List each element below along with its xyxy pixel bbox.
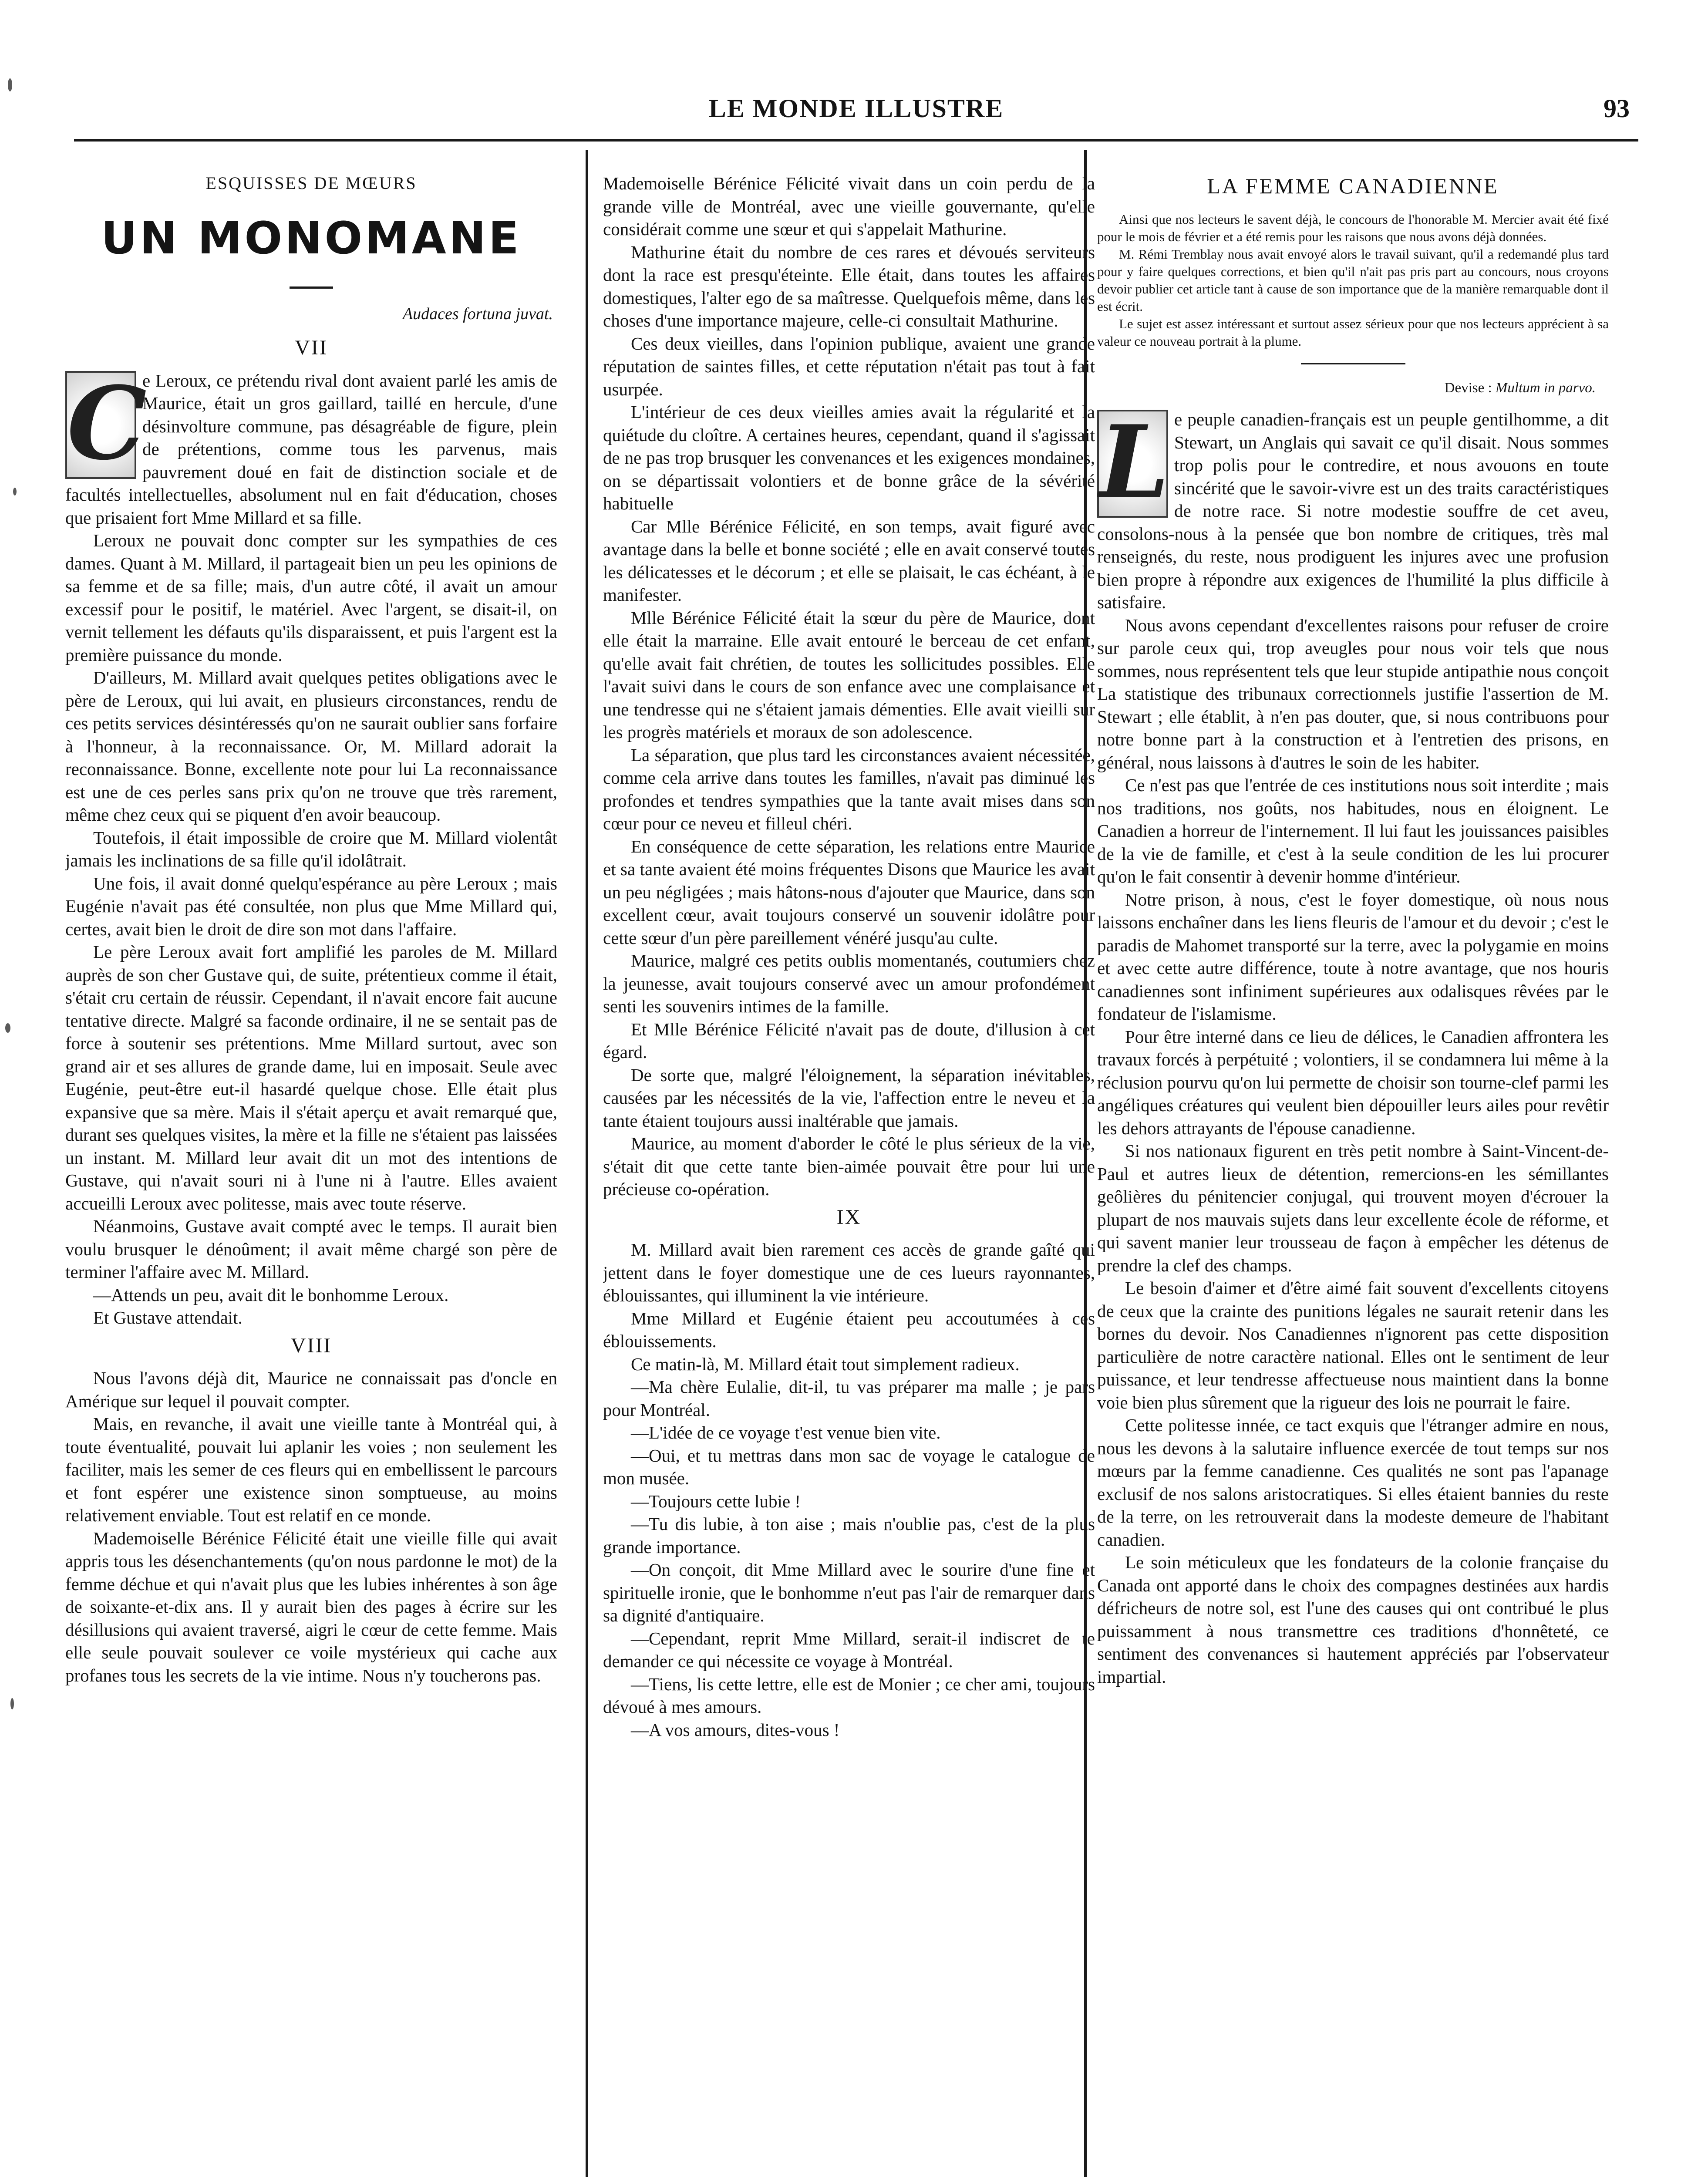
paragraph: La séparation, que plus tard les circonstances avaient nécessitée, comme cela arrive dans toutes les familles, n'avait pas diminué les profondes et tendres sympathies que la tante avait mises dans son cœur pour ce neveu et filleul chéri. [603,745,1095,833]
masthead [74,94,1638,142]
title-rule [290,286,333,289]
note-paragraph: M. Rémi Tremblay nous avait envoyé alors le travail suivant, qu'il a redemandé plus tard pour y faire quelques corrections, et bien qu'il n'ait pas pris part au concours, nous croyons devoir publier cet article tant à cause de son importance que de la manière remarquable dont il est écrit. [1097,246,1609,314]
chapter-viii-continued [603,172,1095,1201]
paragraph: Nous avons cependant d'excellentes raisons pour refuser de croire sur parole ceux qui, trop aveugles pour nous voir tels que nous sommes, nous représentent tels que leur stupide antipathie nous conçoit La statistique des tribunaux correctionnels justifie l'assertion de M. Stewart ; elle établit, à n'en pas douter, que, si nous contribuons pour notre bonne part à la construction et à l'entretien des prisons, en général, nous laissons à d'autres le soin de les habiter. [1097,615,1609,772]
scan-speck [8,78,12,91]
column-divider [586,150,588,2177]
scan-speck [10,1698,14,1709]
paragraph: —Oui, et tu mettras dans mon sac de voyage le catalogue de mon musée. [603,1445,1095,1488]
paragraph: Toutefois, il était impossible de croire que M. Millard violentât jamais les inclinations de sa fille qu'il idolâtrait. [65,827,557,870]
scan-speck [5,1023,10,1033]
chapter-heading-vii: VII [295,336,328,359]
paragraph: Maurice, malgré ces petits oublis momentanés, coutumiers chez la jeunesse, avait toujours conservé avec un amour profondément senti les souvenirs intimes de la famille. [603,950,1095,1016]
note-paragraph: Le sujet est assez intéressant et surtout assez sérieux pour que nos lecteurs apprécient à sa valeur ce nouveau portrait à la plume. [1097,316,1609,349]
article-title: LA FEMME CANADIENNE [1207,174,1499,198]
paragraph: Et Mlle Bérénice Félicité n'avait pas de doute, d'illusion à cet égard. [603,1019,1095,1062]
separator-rule [1301,363,1405,364]
paragraph: Si nos nationaux figurent en très petit nombre à Saint-Vincent-de-Paul et autres lieux de détention, remercions-en les sémillantes geôlières du pénitencier conjugal, qui trouvent moyen d'écrouer la plupart de nos mauvais sujets dans leur excellente école de réforme, et qui savent manier leur trousseau de façon à empêcher les détenus de prendre la clef des champs. [1097,1141,1609,1275]
chapter-ix-body [603,1238,1095,1741]
paragraph: —A vos amours, dites-vous ! [631,1719,840,1740]
chapter-heading-viii: VIII [290,1334,332,1357]
paragraph: —On conçoit, dit Mme Millard avec le sourire d'une fine et spirituelle ironie, que le bonhomme n'eut pas l'air de remarquer dans sa dignité d'antiquaire. [603,1560,1095,1625]
paragraph: M. Millard avait bien rarement ces accès de grande gaîté qui jettent dans le foyer domestique une de ces lueurs rayonnantes, éblouissantes, qui illuminent la vie intérieure. [603,1240,1095,1305]
paragraph: Notre prison, à nous, c'est le foyer domestique, où nous nous laissons enchaîner dans les liens fleuris de l'amour et du devoir ; c'est le paradis de Mahomet transporté sur la terre, avec la polygamie en moins et avec cette autre différence, toute à notre avantage, que nos houris canadiennes sont infiniment supérieures aux odalisques rêvées par le fondateur de l'islamisme. [1097,889,1609,1024]
paragraph: Le père Leroux avait fort amplifié les paroles de M. Millard auprès de son cher Gustave qui, de suite, prétentieux comme il était, s'était cru certain de réussir. Cependant, il n'avait encore fait aucune tentative directe. Malgré sa faconde ordinaire, il ne se sentait pas de force à soutenir ses prétentions. Mme Millard surtout, avec son grand air et ses allures de grande dame, lui en imposait. Seule avec Eugénie, peut-être eut-il hasardé quelque chose. Elle était plus expansive que sa mère. Mais il s'était aperçu et avait remarqué que, durant ses quelques visites, la mère et la fille ne s'étaient pas laissées un instant. M. Millard leur avait dit un mot des intentions de Gustave, qui n'avait souri ni à l'une ni à l'autre. Elles avaient accueilli Leroux avec politesse, mais avec toute réserve. [65,942,557,1213]
paragraph: Ce matin-là, M. Millard était tout simplement radieux. [631,1354,1020,1374]
paragraph: Néanmoins, Gustave avait compté avec le temps. Il aurait bien voulu brusquer le dénoûment; il avait même chargé son père de terminer l'affaire avec M. Millard. [65,1216,557,1282]
paragraph: —L'idée de ce voyage t'est venue bien vite. [631,1422,941,1442]
ornamental-dropcap: L [1097,410,1168,518]
paragraph: D'ailleurs, M. Millard avait quelques petites obligations avec le père de Leroux, qui lui avait, en plusieurs circonstances, rendu de ces petits services désintéressés qu'on ne saurait oublier sans forfaire à l'honneur, à la reconnaissance. Or, M. Millard adorait la reconnaissance. Bonne, excellente note pour lui La reconnaissance est une de ces perles sans prix qu'on ne trouve que très rarement, même chez ceux qui se piquent d'en avoir beaucoup. [65,667,557,825]
paragraph: L'intérieur de ces deux vieilles amies avait la régularité et la quiétude du cloître. A certaines heures, cependant, quand il s'agissait de ne pas trop brusquer les convenances et les exigences mondaines, on se départissait volontiers et de bonne grâce de la sévérité habituelle [603,402,1095,513]
paragraph: Maurice, au moment d'aborder le côté le plus sérieux de la vie, s'était dit que cette tante bien-aimée pouvait être pour lui une précieuse co-opération. [603,1133,1095,1199]
paragraph: Mlle Bérénice Félicité était la sœur du père de Maurice, dont elle était la marraine. Elle avait entouré le berceau de cet enfant, qu'elle avait fait chrétien, de toutes les sollicitudes possibles. Elle l'avait suivi dans le cours de son enfance avec une complaisance et une tendresse qui ne s'étaient jamais démenties. Elle avait vieilli sur les progrès matériels et moraux de son adolescence. [603,607,1095,742]
paragraph: Mademoiselle Bérénice Félicité était une vieille fille qui avait appris tous les désenchantements (qu'on nous pardonne le mot) de la femme déchue et qui n'avait plus que les lubies inhérentes à son âge de soixante-et-dix ans. Il y aurait bien des pages à écrire sur les désillusions qui avaient traversé, aigri le cœur de cette femme. Mais elle seule pouvait soulever ce voile mystérieux qui cache aux profanes tous les secrets de la vie intime. Nous n'y toucherons pas. [65,1528,557,1685]
scan-speck [13,488,17,495]
paragraph: —Cependant, reprit Mme Millard, serait-il indiscret de te demander ce qui nécessite ce voyage à Montréal. [603,1628,1095,1671]
paragraph: Le soin méticuleux que les fondateurs de la colonie française du Canada ont apporté dans le choix des compagnes destinées aux hardis défricheurs de notre sol, est l'une des causes qui ont contribué le plus puissamment à nous transmettre ces traditions d'honnêteté, ce sentiment des convenances si hautement appréciés par l'observateur impartial. [1097,1552,1609,1687]
paragraph: Mademoiselle Bérénice Félicité vivait dans un coin perdu de la grande ville de Montréal, avec une vieille gouvernante, qu'elle considérait comme une sœur et qui s'appelait Mathurine. [603,173,1095,239]
paragraph: Cette politesse innée, ce tact exquis que l'étranger admire en nous, nous les devons à la salutaire influence exercée de tout temps sur nos mœurs par la femme canadienne. Ces qualités ne sont pas l'apanage exclusif de nos salons aristocratiques. Si elles étaient bannies du reste de la terre, on les retrouverait dans la modeste demeure de l'habitant canadien. [1097,1415,1609,1550]
paragraph: Mathurine était du nombre de ces rares et dévoués serviteurs dont la race est presqu'éteinte. Elle était, dans toutes les affaires domestiques, l'alter ego de sa maîtresse. Quelquefois même, dans les choses d'une importance majeure, celle-ci consultait Mathurine. [603,242,1095,330]
masthead-rule [74,139,1638,142]
paragraph: e peuple canadien-français est un peuple gentilhomme, a dit Stewart, un Anglais qui savait ce qu'il disait. Nous sommes trop polis pour le contredire, et nous avouons en toute sincérité que le savoir-vivre est un des traits caractéristiques de notre race. Si notre modestie souffre de cet aveu, consolons-nous à la pensée que bon nombre de critiques, très mal renseignés, du reste, nous prodiguent les injures avec une profusion bien propre à répondre aux exigences de l'humilité la plus difficile à satisfaire. [1097,409,1609,612]
paragraph: Et Gustave attendait. [93,1308,243,1328]
ornamental-dropcap: C [65,371,136,479]
devise-label: Devise : [1444,380,1492,396]
paragraph: e Leroux, ce prétendu rival dont avaient parlé les amis de Maurice, était un gros gaillard, taillé en hercule, d'une désinvolture commune, pas désagréable de figure, plein de prétentions, comme tous les parvenus, mais pauvrement doué en fait de distinction sociale et de facultés intellectuelles, absolument nul en fait d'éducation, choses que prisaient fort Mme Millard et sa fille. [65,370,557,528]
chapter-viii-body [65,1367,557,1687]
paragraph: Mme Millard et Eugénie étaient peu accoutumées à ces éblouissements. [603,1308,1095,1351]
paragraph: Pour être interné dans ce lieu de délices, le Canadien affrontera les travaux forcés à perpétuité ; volontiers, il se condamnera lui même à la réclusion pourvu qu'on lui permette de choisir son tourne-clef parmi les angéliques créatures qui veulent bien dépouiller leurs ailes pour revêtir les dehors attrayants de l'épouse canadienne. [1097,1026,1609,1138]
chapter-heading-ix: IX [836,1205,862,1229]
paragraph: —Attends un peu, avait dit le bonhomme Leroux. [93,1284,449,1305]
paragraph: De sorte que, malgré l'éloignement, la séparation inévitables, causées par les nécessités de la vie, l'affection entre le neveu et la tante étaient toujours aussi inaltérable que jamais. [603,1065,1095,1131]
page-number: 93 [1604,94,1630,123]
paragraph: Le besoin d'aimer et d'être aimé fait souvent d'excellents citoyens de ceux que la crainte des punitions légales ne saurait retenir dans les bornes du devoir. Nos Canadiennes n'ignorent pas cette disposition particulière de notre caractère national. Elles ont le sentiment de leur puissance, et leur tendresse affectueuse nous maintient dans la bonne voie bien plus sûrement que la rigueur des lois ne pourrait le faire. [1097,1278,1609,1412]
section-kicker: ESQUISSES DE MŒURS [205,173,417,193]
paragraph: Mais, en revanche, il avait une vieille tante à Montréal qui, à toute éventualité, pouvait lui aplanir les voies ; non seulement les faciliter, mais les semer de ces fleurs qui en embellissent le parcours et font espérer une existence sinon somptueuse, au moins relativement enviable. Tout est relatif en ce monde. [65,1414,557,1525]
chapter-vii-body [65,364,557,1329]
paragraph: En conséquence de cette séparation, les relations entre Maurice et sa tante avaient été moins fréquentes Disons que Maurice les avait un peu négligées ; mais hâtons-nous d'ajouter que Maurice, dans son excellent cœur, avait toujours conservé un souvenir idolâtre pour cette sœur d'un père pareillement vénéré jusqu'au culte. [603,836,1095,948]
note-paragraph: Ainsi que nos lecteurs le savent déjà, le concours de l'honorable M. Mercier avait été fixé pour le mois de février et a été remis pour les raisons que nous avons déjà données. [1097,211,1609,244]
column-3 [1097,172,1609,2177]
paragraph: —Toujours cette lubie ! [631,1491,801,1511]
editor-note [1097,211,1609,350]
paragraph: Ces deux vieilles, dans l'opinion publique, avaient une grande réputation de saintes filles, et cette réputation n'était pas tout à fait usurpée. [603,333,1095,399]
devise-text: Multum in parvo. [1495,380,1596,396]
paragraph: Nous l'avons déjà dit, Maurice ne connaissait pas d'oncle en Amérique sur lequel il pouvait compter. [65,1368,557,1411]
column-1 [65,172,557,2177]
paragraph: Une fois, il avait donné quelqu'espérance au père Leroux ; mais Eugénie n'avait pas été consultée, non plus que Mme Millard qui, certes, avait bien le droit de dire son mot dans l'affaire. [65,873,557,939]
paragraph: —Ma chère Eulalie, dit-il, tu vas préparer ma malle ; je pars pour Montréal. [603,1377,1095,1420]
article-body [1097,404,1609,1688]
paragraph: Leroux ne pouvait donc compter sur les sympathies de ces dames. Quant à M. Millard, il partageait bien un peu les opinions de sa femme et de sa fille; mais, d'un autre côté, il avait un amour excessif pour le positif, le matériel. Avec l'argent, se disait-il, on vernit tellement les défauts qu'ils disparaissent, et puis l'argent est la première puissance du monde. [65,530,557,665]
paragraph: —Tu dis lubie, à ton aise ; mais n'oublie pas, c'est de la plus grande importance. [603,1514,1095,1557]
story-title: UN MONOMANE [101,212,522,264]
devise-line [1097,377,1609,400]
story-motto: Audaces fortuna juvat. [402,304,553,323]
paragraph: Car Mlle Bérénice Félicité, en son temps, avait figuré avec avantage dans la belle et bonne société ; elle en avait conservé toutes les délicatesses et le décorum ; et elle se plaisait, le cas échéant, à le manifester. [603,516,1095,605]
paragraph: —Tiens, lis cette lettre, elle est de Monier ; ce cher ami, toujours dévoué à mes amours. [603,1674,1095,1717]
column-2 [603,172,1095,2177]
paragraph: Ce n'est pas que l'entrée de ces institutions nous soit interdite ; mais nos traditions, nos goûts, nos habitudes, nous en éloignent. Le Canadien a horreur de l'internement. Il lui faut les jouissances paisibles de la vie de famille, et c'est à la seule condition de les lui procurer qu'on le fait consentir à devenir homme d'intérieur. [1097,775,1609,886]
newspaper-title: LE MONDE ILLUSTRE [708,94,1004,123]
